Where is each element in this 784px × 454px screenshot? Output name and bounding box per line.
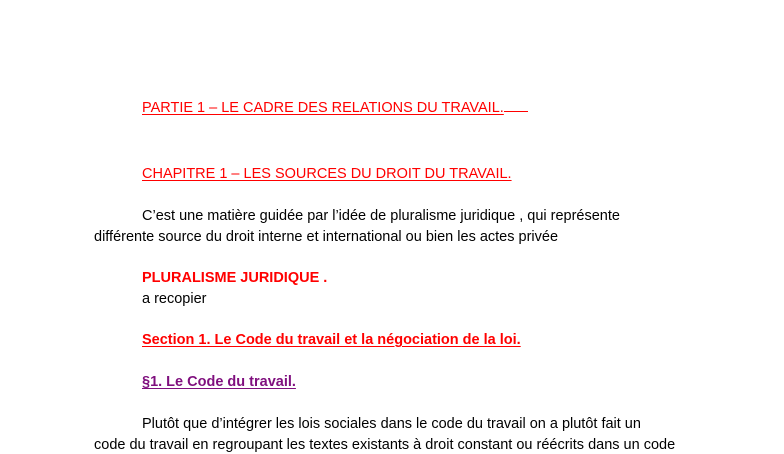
partie-title [142, 99, 528, 117]
body-line-2: code du travail en regroupant les textes existants à droit constant ou réécrits dans un code [94, 437, 676, 453]
intro-line-1: C’est une matière guidée par l’idée de pluralisme juridique , qui représente [142, 208, 620, 224]
intro-line-2: différente source du droit interne et international ou bien les actes privée [94, 229, 559, 245]
section-1-title: Section 1. Le Code du travail et la négociation de la loi. [142, 332, 521, 348]
partie-title-text: PARTIE 1 – LE CADRE DES RELATIONS DU TRAVAIL. [142, 100, 504, 116]
body-line-1: Plutôt que d’intégrer les lois sociales dans le code du travail on a plutôt fait un [142, 416, 641, 432]
recopier-note: a recopier [142, 291, 207, 307]
pluralisme-heading: PLURALISME JURIDIQUE . [142, 270, 328, 286]
partie-title-trailing-underline [504, 110, 528, 112]
paragraph-1-title: §1. Le Code du travail. [142, 374, 296, 390]
chapitre-title: CHAPITRE 1 – LES SOURCES DU DROIT DU TRAVAIL. [142, 166, 512, 182]
